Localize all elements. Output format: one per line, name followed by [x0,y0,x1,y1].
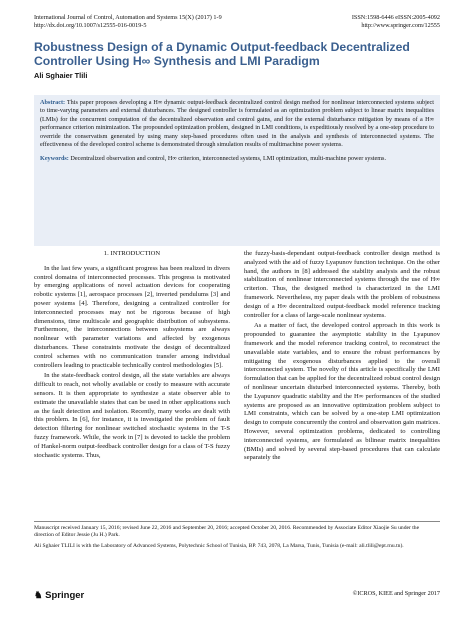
journal-citation: International Journal of Control, Automation and Systems 15(X) (2017) 1-9 [34,14,222,21]
paragraph: As a matter of fact, the developed control approach in this work is propounded to guarantee the asymptotic stability in the Lyapunov framework and the model reference tracking control, to reconstruct the unavailable state variables, and to ensure the robust performances by mitigating the exogenous disturbances applied to the overall interconnected system. The novelty of this article is specifically the LMI formulation that can be applied for the decentralized robust control design of nonlinear uncertain disturbed interconnected systems. Thereby, both the Lyapunov quadratic stability and the H∞ performances of the studied systems are proposed as an innovative optimization problem subject to LMI constraints, which can be solved by a one-step LMI optimization design to compute concurrently the control and observation gain matrices. However, several optimization problems, dedicated to controlling interconnected systems, are formulated as bilinear matrix inequalities (BMIs) and solved by several step-based procedures that can calculate separately the [244,322,440,462]
springer-horse-icon: ♞ [34,590,43,601]
keywords-text: Decentralized observation and control, H∞ criterion, interconnected systems, LMI optimization, multi-machine power systems. [70,155,387,163]
left-column [34,250,230,462]
keywords-label: Keywords: [40,155,69,163]
keywords [40,155,434,163]
paragraph: In the state-feedback control design, all the state variables are always difficult to reach, not wholly available or costly to measure with accurate sensors. It is then appropriate to synthesize a state observer able to estimate the unavailable states that can be used in other applications such as the fault detection and isolation. Recently, many works are dealt with this problem. In [6], for instance, it is investigated the problem of fault detection filtering for nonlinear switched stochastic systems in the T-S fuzzy framework. While, the work in [7] is devoted to tackle the problem of Hankel-norm output-feedback controller design for a class of T-S fuzzy stochastic systems. Thus, [34,372,230,459]
paragraph: In the last few years, a significant progress has been realized in divers control domains of interconnected processes. This progress is motivated by emerging applications of novel actuation devices for cooperating robotic systems [1], aerospace processes [2], inverted pendulums [3] and power systems [4]. Therefore, designing a centralized controller for interconnected processes may not be rigorous because of high dimensions, time multiscale and geographic distribution of subsystems. Furthermore, the interconnections between subsystems are always nonlinear with parameter variations and affected by exogenous disturbances. These constraints motivate the design of decentralized control schemes with no communication transfer among individual controllers leading to practicable technically control methodologies [5]. [34,264,230,369]
manuscript-note: Manuscript received January 15, 2016; revised June 22, 2016 and September 20, 2016; accepted October 20, 2016. Recommended by Associate Editor Xiaojie Su under the direction of Editor Jessie (Ju H.) Park. [34,525,420,539]
affiliation-note: Ali Sghaier TLILI is with the Laboratory of Advanced Systems, Polytechnic School of Tunisia, BP. 743, 2078, La Marsa, Tunis, Tunisia (e-mail: ali.tlili@ept.rnu.tn). [34,543,404,550]
issn-text: ISSN:1598-6446 eISSN:2005-4092 [351,14,440,21]
paper-title: Robustness Design of a Dynamic Output-feedback Decentralized Controller Using H∞ Synthesis and LMI Paradigm [34,40,410,68]
copyright: ©ICROS, KIEE and Springer 2017 [352,590,440,597]
journal-header [34,14,222,30]
publisher-name: Springer [45,590,85,601]
abstract-box [34,95,440,246]
footnotes [34,525,440,551]
abstract-text: This paper proposes developing a H∞ dynamic output-feedback decentralized control design method for nonlinear interconnected systems subject to time-varying parameters and external disturbances. The designed controller is formulated as an optimization problem subject to linear matrix inequalities (LMIs) for the concurrent computation of the decentralized observation and control gains, and for the external disturbance mitigation by means of a H∞ performance criterion minimization. The propounded optimization problem, designed in LMI conditions, is expeditiously resolved by a one-step procedure to override the conservatism generated by using many step-based procedures often used in the analysis and synthesis of interconnected systems. The effectiveness of the developed control scheme is demonstrated through simulation results of multimachine power systems. [40,99,435,149]
right-column [244,250,440,465]
author-name: Ali Sghaier Tlili [34,71,88,80]
springer-logo [34,590,84,601]
section-title: 1. INTRODUCTION [103,250,161,257]
abstract-label: Abstract: [40,99,66,106]
journal-url[interactable]: http://www.springer.com/12555 [361,22,440,29]
doi-link[interactable]: http://dx.doi.org/10.1007/s12555-016-0019-5 [34,22,147,29]
issn-header [352,14,440,30]
footnote-divider [34,521,440,522]
abstract-content [40,99,434,164]
paragraph: the fuzzy-basis-dependant output-feedback controller design method is analyzed with the aid of fuzzy Lyapunov function technique. On the other hand, the authors in [8] addressed the stability analysis and the robust stabilization of nonlinear interconnected systems through the use of H∞ criterion. Thus, the designed method is characterized in the LMI framework. Nevertheless, my paper deals with the problem of robustness design of a H∞ decentralized output-feedback model reference tracking controller for a class of large-scale nonlinear systems. [244,250,440,319]
